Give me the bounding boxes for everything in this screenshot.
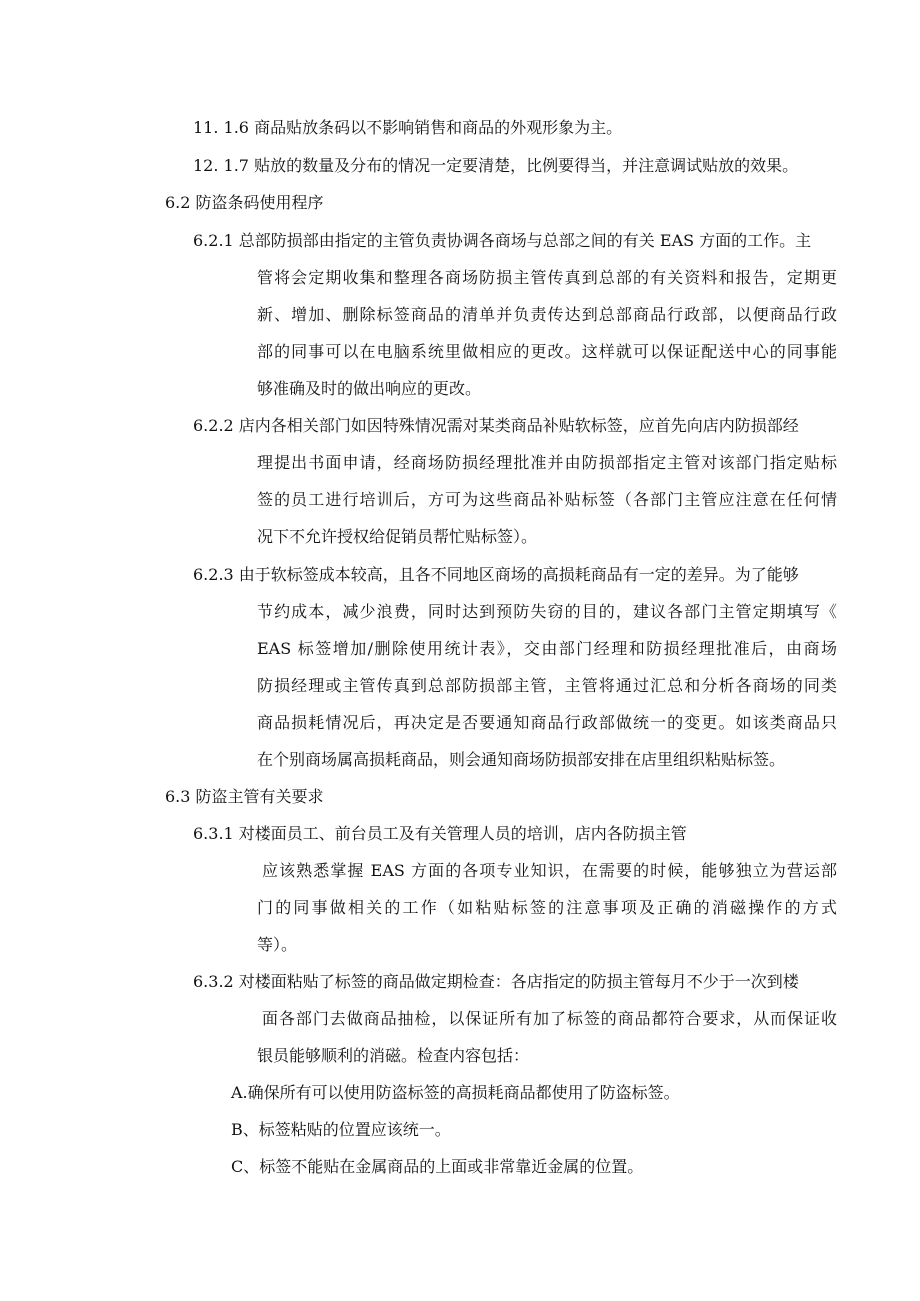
section-6-3-heading: 6.3 防盗主管有关要求	[165, 787, 324, 806]
item-6-3-1-body-line: 应该熟悉掌握 EAS 方面的各项专业知识，在需要的时候，能够独立为营运部	[262, 861, 837, 880]
item-12-1-7: 12. 1.7 贴放的数量及分布的情况一定要清楚，比例要得当，并注意调试贴放的效果。	[193, 156, 799, 175]
item-6-2-1-body-line: 新、增加、删除标签商品的清单并负责传达到总部商品行政部，以便商品行政	[257, 305, 837, 324]
item-6-3-2-body-line: 银员能够顺利的消磁。检查内容包括：	[257, 1046, 530, 1065]
item-6-3-1-body-line: 门的同事做相关的工作（如粘贴标签的注意事项及正确的消磁操作的方式	[257, 898, 837, 917]
item-6-2-1-first-line: 6.2.1 总部防损部由指定的主管负责协调各商场与总部之间的有关 EAS 方面的工作。主	[193, 231, 812, 250]
item-6-2-3-body-line: 在个别商场属高损耗商品，则会通知商场防损部安排在店里组织粘贴标签。	[257, 750, 786, 769]
item-6-2-2-first-line: 6.2.2 店内各相关部门如因特殊情况需对某类商品补贴软标签，应首先向店内防损部经	[193, 416, 799, 435]
item-6-2-1-body-line: 够准确及时的做出响应的更改。	[257, 379, 482, 398]
item-6-2-1-body-line: 管将会定期收集和整理各商场防损主管传真到总部的有关资料和报告，定期更	[257, 268, 837, 287]
item-6-2-3-body-line: EAS 标签增加/删除使用统计表》，交由部门经理和防损经理批准后，由商场	[257, 639, 837, 658]
item-6-2-2-body-line: 理提出书面申请，经商场防损经理批准并由防损部指定主管对该部门指定贴标	[257, 453, 837, 472]
item-6-3-2-first-line: 6.3.2 对楼面粘贴了标签的商品做定期检查：各店指定的防损主管每月不少于一次到楼	[193, 972, 799, 991]
check-item-b: B、标签粘贴的位置应该统一。	[231, 1120, 451, 1139]
item-6-2-3-body-line: 防损经理或主管传真到总部防损部主管，主管将通过汇总和分析各商场的同类	[257, 676, 837, 695]
item-6-3-2-body-line: 面各部门去做商品抽检，以保证所有加了标签的商品都符合要求，从而保证收	[262, 1009, 837, 1028]
item-6-2-3-body-line: 节约成本，减少浪费，同时达到预防失窃的目的，建议各部门主管定期填写《	[257, 602, 837, 621]
item-6-3-1-body-line: 等）。	[257, 935, 298, 954]
item-11-1-6: 11. 1.6 商品贴放条码以不影响销售和商品的外观形象为主。	[193, 118, 623, 137]
check-item-a: A.确保所有可以使用防盗标签的高损耗商品都使用了防盗标签。	[231, 1083, 680, 1102]
item-6-3-1-first-line: 6.3.1 对楼面员工、前台员工及有关管理人员的培训，店内各防损主管	[193, 824, 687, 843]
item-6-2-2-body-line: 况下不允许授权给促销员帮忙贴标签）。	[257, 527, 538, 546]
check-item-c: C、标签不能贴在金属商品的上面或非常靠近金属的位置。	[231, 1157, 644, 1176]
item-6-2-3-body-line: 商品损耗情况后，再决定是否要通知商品行政部做统一的变更。如该类商品只	[257, 713, 837, 732]
item-6-2-1-body-line: 部的同事可以在电脑系统里做相应的更改。这样就可以保证配送中心的同事能	[257, 342, 837, 361]
item-6-2-2-body-line: 签的员工进行培训后，方可为这些商品补贴标签（各部门主管应注意在任何情	[257, 490, 837, 509]
section-6-2-heading: 6.2 防盗条码使用程序	[165, 193, 324, 212]
item-6-2-3-first-line: 6.2.3 由于软标签成本较高，且各不同地区商场的高损耗商品有一定的差异。为了能够	[193, 565, 799, 584]
